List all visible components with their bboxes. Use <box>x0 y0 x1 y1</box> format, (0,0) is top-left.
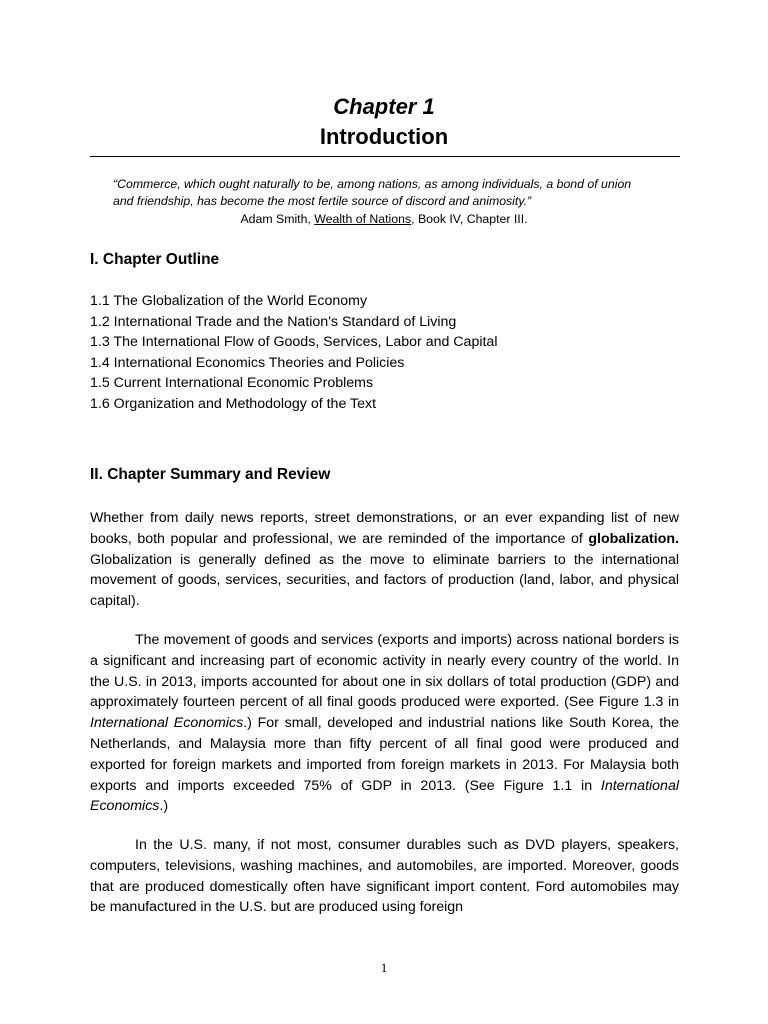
chapter-summary-heading: II. Chapter Summary and Review <box>90 466 331 483</box>
paragraph-text: The movement of goods and services (exports and imports) across national borders is a significant and increasing part of economic activity in nearly every country of the world. In the U.S. in 2013, imports accounted for about one in six dollars of total production (GDP) and approximately fourteen percent of all final goods produced were exported. (See Figure 1.3 in <box>90 632 679 711</box>
outline-item: 1.5 Current International Economic Problems <box>90 375 374 392</box>
chapter-outline-heading: I. Chapter Outline <box>90 251 220 268</box>
outline-item: 1.3 The International Flow of Goods, Services, Labor and Capital <box>90 334 498 351</box>
epigraph-reference: , Book IV, Chapter III. <box>411 212 528 226</box>
chapter-title: Introduction <box>319 124 449 149</box>
body-paragraph <box>90 630 679 817</box>
chapter-outline-list <box>90 291 497 415</box>
epigraph-work-title: Wealth of Nations <box>314 212 412 226</box>
epigraph-line: and friendship, has become the most fertile source of discord and animosity.” <box>113 194 532 208</box>
title-divider <box>90 156 680 157</box>
outline-item: 1.1 The Globalization of the World Economy <box>90 293 368 309</box>
page-number: 1 <box>380 960 388 975</box>
epigraph-line: “Commerce, which ought naturally to be, among nations, as among individuals, a bond of union <box>113 177 632 191</box>
outline-item: 1.4 International Economics Theories and Policies <box>90 354 405 371</box>
paragraph-text: .) For small, developed and industrial nations like South Korea, the Netherlands, and Malaysia more than fifty percent of all final good were produced and exported for foreign markets and imported from foreign markets in 2013. For Malaysia both exports and imports exceeded 75% of GDP in 2013. (See Figure 1.1 in <box>90 715 679 794</box>
body-paragraph <box>90 835 679 918</box>
epigraph-quote <box>113 176 658 210</box>
paragraph-text: Globalization is generally defined as the move to eliminate barriers to the international movement of goods, services, securities, and factors of production (land, labor, and physical capital). <box>90 551 679 610</box>
paragraph-text: .) <box>159 798 169 815</box>
epigraph-author: Adam Smith, <box>240 212 315 226</box>
paragraph-text: In the U.S. many, if not most, consumer durables such as DVD players, speakers, computers, televisions, washing machines, and automobiles, are imported. Moreover, goods that are produced domestically often have significant import content. Ford automobiles may be manufactured in the U.S. but are produced using foreign <box>90 837 679 916</box>
outline-item: 1.6 Organization and Methodology of the Text <box>90 395 377 412</box>
paragraph-text: Whether from daily news reports, street demonstrations, or an ever expanding list of new books, both popular and professional, we are reminded of the importance of <box>90 510 679 547</box>
body-paragraph <box>90 508 679 612</box>
book-title: International Economics <box>90 777 679 815</box>
key-term: globalization. <box>588 530 679 547</box>
outline-item: 1.2 International Trade and the Nation's Standard of Living <box>90 313 457 330</box>
epigraph-attribution <box>0 211 768 228</box>
chapter-number: Chapter 1 <box>333 94 435 119</box>
book-title: International Economics <box>90 715 244 732</box>
